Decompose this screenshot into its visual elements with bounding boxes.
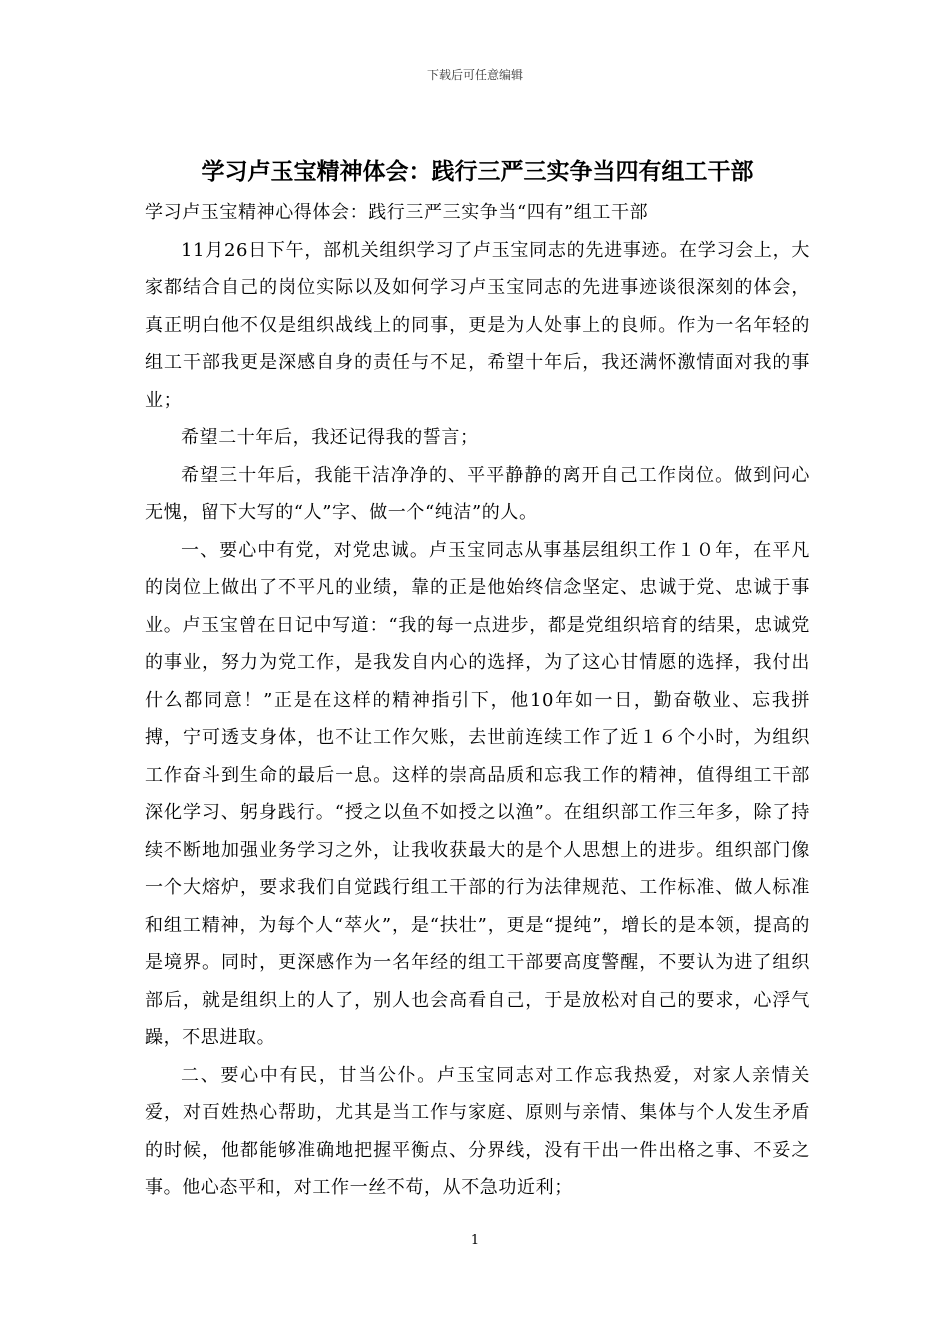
body-paragraph: 希望二十年后，我还记得我的誓言； xyxy=(181,427,479,448)
page-number: 1 xyxy=(470,1233,480,1248)
body-paragraph: 二、要心中有民，甘当公仆。卢玉宝同志对工作忘我热爱，对家人亲情关爱，对百姓热心帮助，尤其是当工作与家庭、原则与亲情、集体与个人发生矛盾的时候，他都能够准确地把握平衡点、分界线，没有干出一件出格之事、不妥之事。他心态平和，对工作一丝不苟，从不急功近利； xyxy=(145,1064,810,1198)
body-paragraph: 11月26日下午，部机关组织学习了卢玉宝同志的先进事迹。在学习会上，大家都结合自己的岗位实际以及如何学习卢玉宝同志的先进事迹谈很深刻的体会，真正明白他不仅是组织战线上的同事，更是为人处事上的良师。作为一名年轻的组工干部我更是深感自身的责任与不足，希望十年后，我还满怀激情面对我的事业； xyxy=(145,239,810,411)
body-paragraph: 希望三十年后，我能干洁净净的、平平静静的离开自己工作岗位。做到问心无愧，留下大写的“人”字、做一个“纯洁”的人。 xyxy=(145,464,810,523)
document-title: 学习卢玉宝精神体会：践行三严三实争当四有组工干部 xyxy=(201,158,754,185)
page-header-note: 下载后可任意编辑 xyxy=(426,68,523,82)
document-subtitle: 学习卢玉宝精神心得体会：践行三严三实争当“四有”组工干部 xyxy=(145,202,649,223)
body-paragraph: 一、要心中有党，对党忠诚。卢玉宝同志从事基层组织工作１０年，在平凡的岗位上做出了不平凡的业绩，靠的正是他始终信念坚定、忠诚于党、忠诚于事业。卢玉宝曾在日记中写道：“我的每一点进步，都是党组织培育的结果，忠诚党的事业，努力为党工作，是我发自内心的选择，为了这心甘情愿的选择，我付出什么都同意！”正是在这样的精神指引下，他10年如一日，勤奋敬业、忘我拼搏，宁可透支身体，也不让工作欠账，去世前连续工作了近１６个小时，为组织工作奋斗到生命的最后一息。这样的崇高品质和忘我工作的精神，值得组工干部深化学习、躬身践行。“授之以鱼不如授之以渔”。在组织部工作三年多，除了持续不断地加强业务学习之外，让我收获最大的是个人思想上的进步。组织部门像一个大熔炉，要求我们自觉践行组工干部的行为法律规范、工作标准、做人标准和组工精神，为每个人“萃火”，是“扶壮”，更是“提纯”，增长的是本领，提高的是境界。同时，更深感作为一名年经的组工干部要高度警醒，不要认为进了组织部后，就是组织上的人了，别人也会高看自己，于是放松对自己的要求，心浮气躁，不思进取。 xyxy=(145,539,810,1048)
document-body xyxy=(145,194,810,1207)
